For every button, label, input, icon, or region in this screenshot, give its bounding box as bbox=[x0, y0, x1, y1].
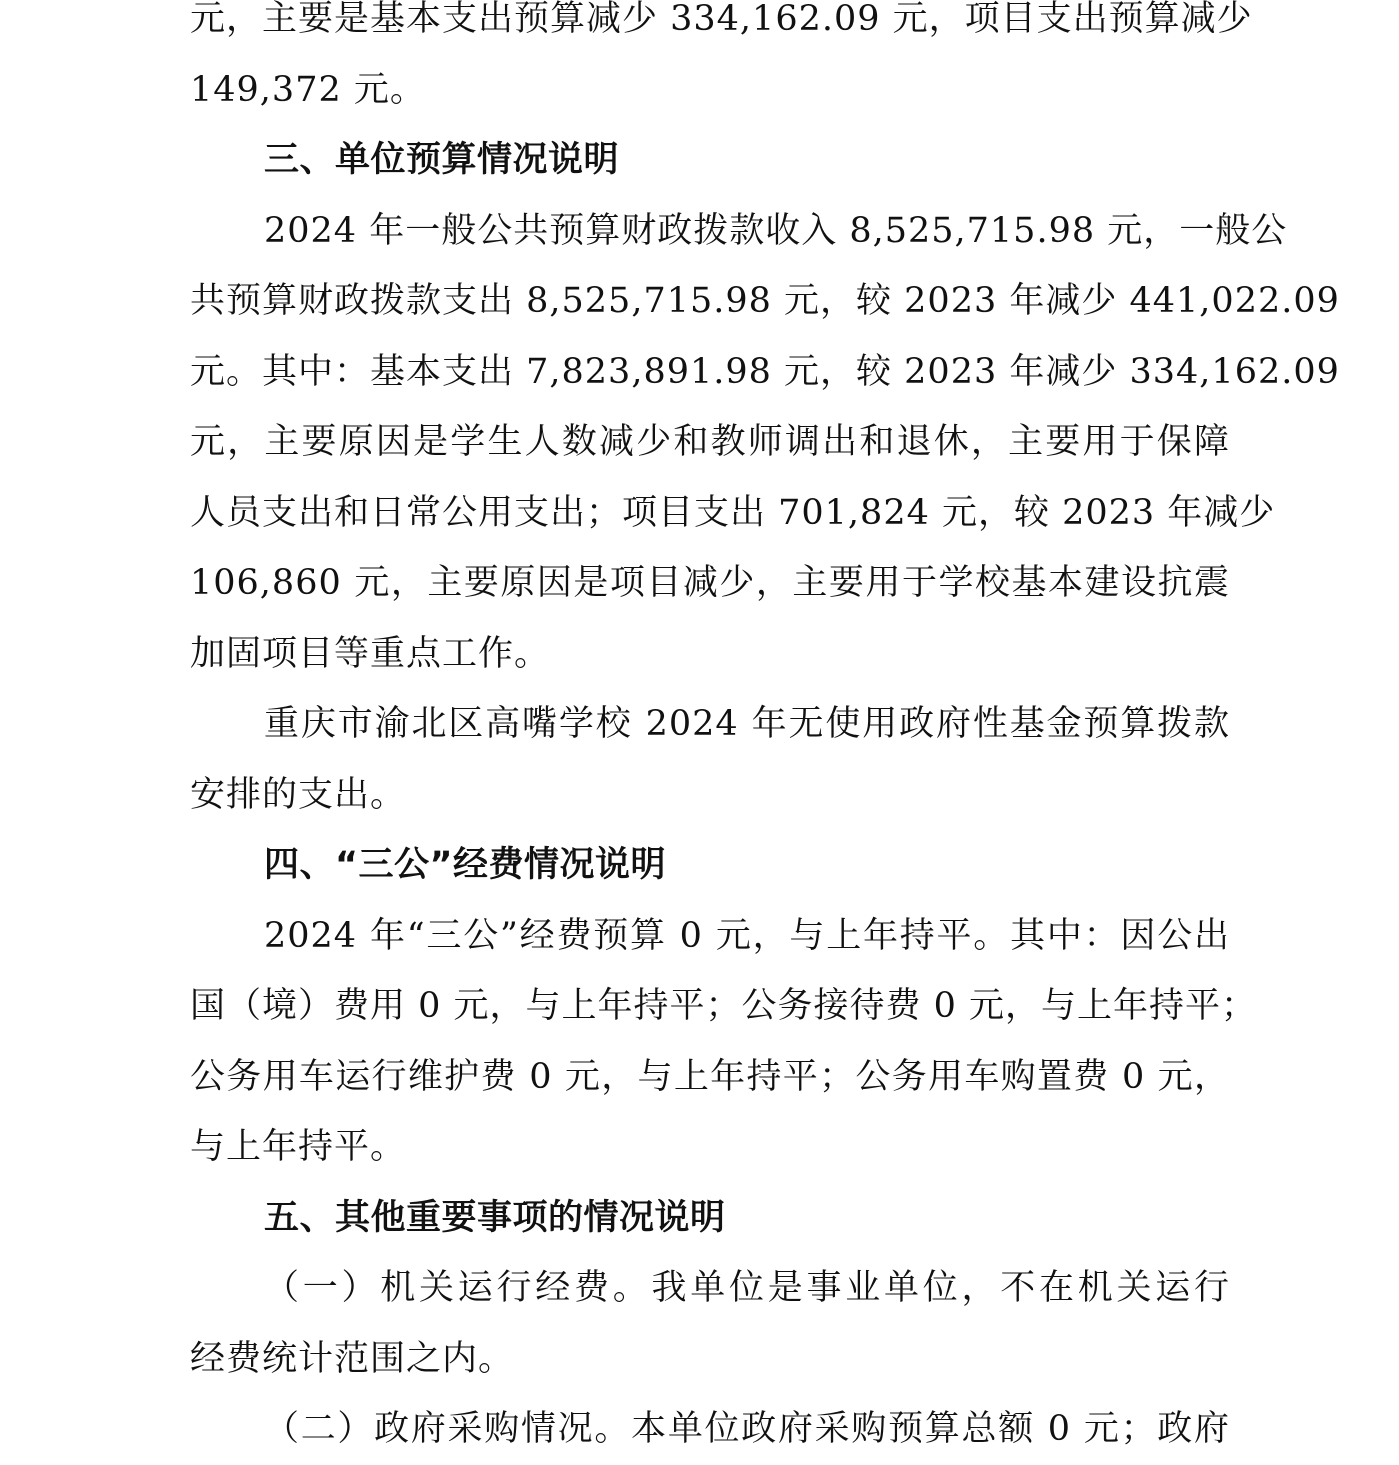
document-page bbox=[190, 0, 1340, 1465]
text-line: 149,372 元。 bbox=[190, 69, 426, 110]
text-line: 106,860 元，主要原因是项目减少，主要用于学校基本建设抗震 bbox=[190, 563, 1230, 603]
text-line: 2024 年“三公”经费预算 0 元，与上年持平。其中：因公出 bbox=[264, 915, 1230, 956]
text-line: （一）机关运行经费。我单位是事业单位，不在机关运行 bbox=[264, 1268, 1230, 1308]
text-line: 重庆市渝北区高嘴学校 2024 年无使用政府性基金预算拨款 bbox=[264, 704, 1230, 744]
text-line: 元，主要是基本支出预算减少 334,162.09 元，项目支出预算减少 bbox=[190, 0, 1253, 39]
section-heading: 四、“三公”经费情况说明 bbox=[264, 845, 667, 885]
text-line: 国（境）费用 0 元，与上年持平；公务接待费 0 元，与上年持平； bbox=[190, 986, 1258, 1026]
text-line: 加固项目等重点工作。 bbox=[190, 633, 551, 674]
text-line: 人员支出和日常公用支出；项目支出 701,824 元，较 2023 年减少 bbox=[190, 492, 1276, 533]
text-line: 安排的支出。 bbox=[190, 774, 407, 815]
text-line: （二）政府采购情况。本单位政府采购预算总额 0 元；政府 bbox=[264, 1409, 1230, 1449]
text-line: 共预算财政拨款支出 8,525,715.98 元，较 2023 年减少 441,022.09 bbox=[190, 281, 1340, 321]
text-line: 元，主要原因是学生人数减少和教师调出和退休，主要用于保障 bbox=[190, 422, 1230, 462]
text-line: 2024 年一般公共预算财政拨款收入 8,525,715.98 元，一般公 bbox=[264, 210, 1288, 251]
text-line: 经费统计范围之内。 bbox=[190, 1338, 515, 1379]
text-line: 公务用车运行维护费 0 元，与上年持平；公务用车购置费 0 元， bbox=[190, 1056, 1230, 1097]
section-heading: 三、单位预算情况说明 bbox=[264, 140, 620, 180]
text-line: 元。其中：基本支出 7,823,891.98 元，较 2023 年减少 334,162.09 bbox=[190, 351, 1340, 392]
text-line: 与上年持平。 bbox=[190, 1127, 407, 1167]
section-heading: 五、其他重要事项的情况说明 bbox=[264, 1197, 726, 1238]
